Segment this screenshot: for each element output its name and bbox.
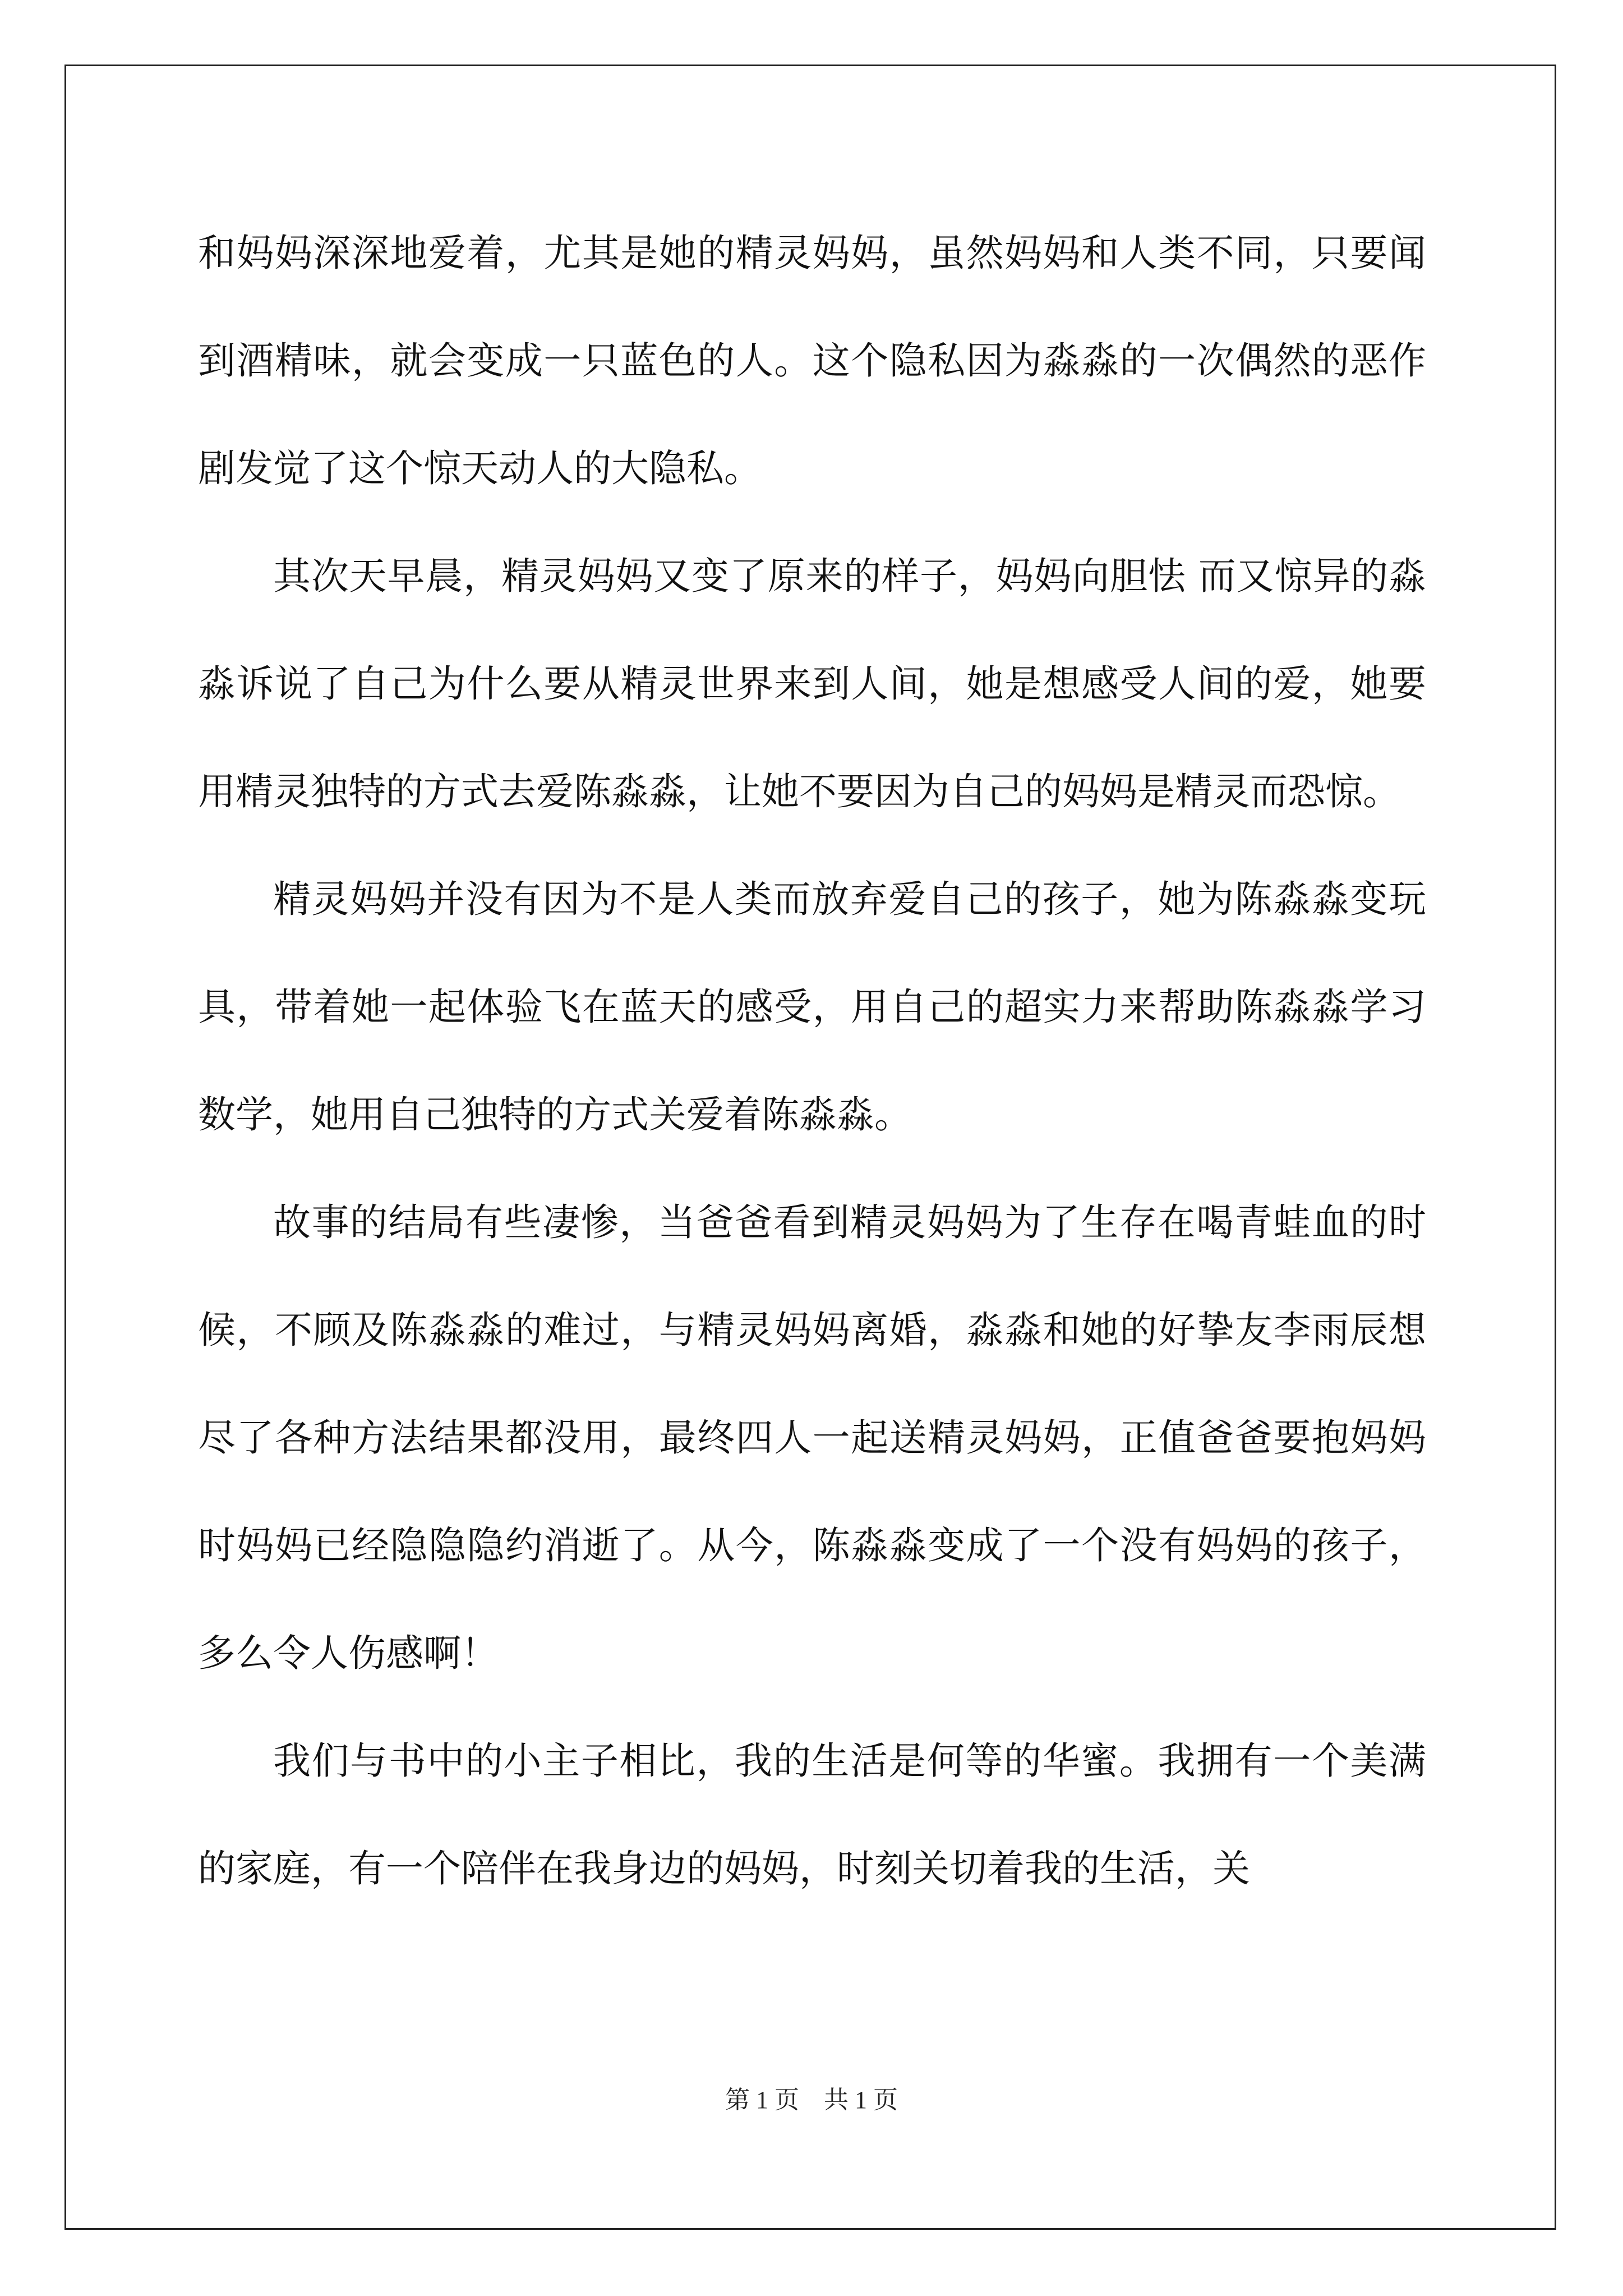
paragraph-4: 故事的结局有些凄惨，当爸爸看到精灵妈妈为了生存在喝青蛙血的时候，不顾及陈淼淼的难过，与精灵妈妈离婚，淼淼和她的好挚友李雨辰想尽了各种方法结果都没用，最终四人一起送精灵妈妈，正值爸爸要抱妈妈时妈妈已经隐隐隐约消逝了。从今，陈淼淼变成了一个没有妈妈的孩子，多么令人伤感啊！ [198,1200,1426,1675]
document-body [198,199,1426,1922]
paragraph-5: 我们与书中的小主子相比，我的生活是何等的华蜜。我拥有一个美满的家庭，有一个陪伴在我身边的妈妈，时刻关切着我的生活，关 [198,1739,1426,1890]
paragraph-1: 和妈妈深深地爱着，尤其是她的精灵妈妈，虽然妈妈和人类不同，只要闻到酒精味，就会变成一只蓝色的人。这个隐私因为淼淼的一次偶然的恶作剧发觉了这个惊天动人的大隐私。 [198,231,1426,490]
paragraph-2: 其次天早晨，精灵妈妈又变了原来的样子，妈妈向胆怯 而又惊异的淼淼诉说了自己为什么要从精灵世界来到人间，她是想感受人间的爱，她要用精灵独特的方式去爱陈淼淼，让她不要因为自己的妈妈是精灵而恐惊。 [198,554,1426,813]
paragraph-3: 精灵妈妈并没有因为不是人类而放弃爱自己的孩子，她为陈淼淼变玩具，带着她一起体验飞在蓝天的感受，用自己的超实力来帮助陈淼淼学习数学，她用自己独特的方式关爱着陈淼淼。 [198,877,1426,1137]
page-number-footer: 第 1 页 共 1 页 [725,2086,898,2114]
